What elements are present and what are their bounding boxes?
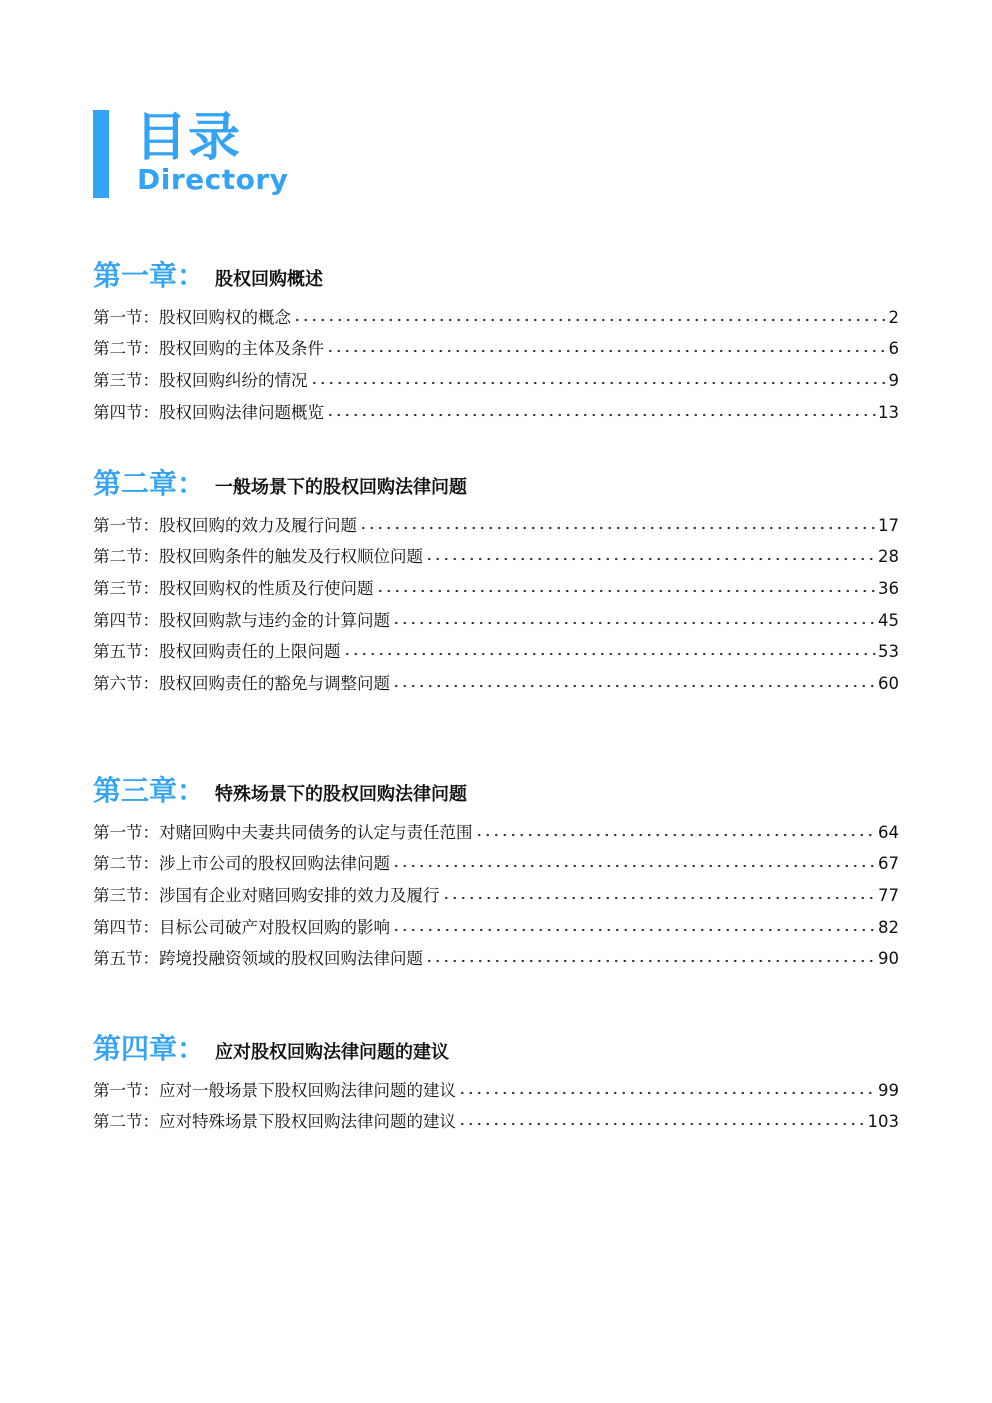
section-label: 第六节： <box>93 673 159 693</box>
chapter-heading <box>93 773 899 813</box>
section-list <box>93 510 899 700</box>
toc-entry[interactable] <box>93 1107 899 1139</box>
dot-leader <box>293 318 887 322</box>
section-label: 第二节： <box>93 1112 159 1132</box>
chapter-title[interactable]: 特殊场景下的股权回购法律问题 <box>215 784 468 805</box>
section-list <box>93 302 899 428</box>
toc-entry[interactable] <box>93 334 899 366</box>
page-number: 90 <box>878 949 899 969</box>
page-number: 77 <box>878 885 899 905</box>
section-label: 第五节： <box>93 642 159 662</box>
section-title: 股权回购责任的上限问题 <box>159 642 341 662</box>
chapter <box>93 773 899 975</box>
section-title: 股权回购款与违约金的计算问题 <box>159 610 390 630</box>
dot-leader <box>326 413 876 417</box>
chapter <box>93 1031 899 1138</box>
section-title: 涉国有企业对赌回购安排的效力及履行 <box>159 885 440 905</box>
chapter-label: 第二章： <box>93 467 206 500</box>
dot-leader <box>392 684 876 688</box>
toc-entry[interactable] <box>93 849 899 881</box>
toc-entry[interactable] <box>93 817 899 849</box>
section-label: 第一节： <box>93 822 159 842</box>
toc-entry[interactable] <box>93 880 899 912</box>
section-label: 第一节： <box>93 515 159 535</box>
section-title: 股权回购条件的触发及行权顺位问题 <box>159 547 423 567</box>
section-label: 第五节： <box>93 949 159 969</box>
section-title: 股权回购责任的豁免与调整问题 <box>159 673 390 693</box>
section-label: 第四节： <box>93 610 159 630</box>
section-title: 应对特殊场景下股权回购法律问题的建议 <box>159 1112 456 1132</box>
toc-entry[interactable] <box>93 397 899 429</box>
chapter-heading <box>93 1031 899 1071</box>
section-title: 股权回购权的概念 <box>159 307 291 327</box>
page-number: 28 <box>878 547 899 567</box>
toc-entry[interactable] <box>93 912 899 944</box>
toc-entry[interactable] <box>93 510 899 542</box>
section-title: 股权回购的主体及条件 <box>159 339 324 359</box>
page-number: 103 <box>867 1112 899 1132</box>
section-title: 涉上市公司的股权回购法律问题 <box>159 854 390 874</box>
dot-leader <box>425 557 876 561</box>
section-label: 第三节： <box>93 885 159 905</box>
section-label: 第一节： <box>93 1080 159 1100</box>
section-label: 第一节： <box>93 307 159 327</box>
toc-entry[interactable] <box>93 1075 899 1107</box>
section-label: 第四节： <box>93 402 159 422</box>
section-list <box>93 817 899 975</box>
chapter-title[interactable]: 应对股权回购法律问题的建议 <box>215 1042 450 1063</box>
page-number: 6 <box>888 339 899 359</box>
page-number: 64 <box>878 822 899 842</box>
page-number: 99 <box>878 1080 899 1100</box>
page-number: 13 <box>878 402 899 422</box>
section-title: 股权回购权的性质及行使问题 <box>159 578 374 598</box>
page-number: 36 <box>878 578 899 598</box>
page-title: 目录 <box>135 108 242 168</box>
page-number: 60 <box>878 673 899 693</box>
dot-leader <box>442 896 877 900</box>
title-accent-bar <box>93 110 109 198</box>
page-subtitle: Directory <box>137 163 289 196</box>
chapter-label: 第四章： <box>93 1032 206 1065</box>
section-title: 股权回购纠纷的情况 <box>159 370 308 390</box>
toc-entry[interactable] <box>93 302 899 334</box>
page-number: 82 <box>878 917 899 937</box>
page-number: 9 <box>888 370 899 390</box>
section-title: 目标公司破产对股权回购的影响 <box>159 917 390 937</box>
section-label: 第二节： <box>93 854 159 874</box>
toc-entry[interactable] <box>93 542 899 574</box>
dot-leader <box>392 864 876 868</box>
section-title: 股权回购法律问题概览 <box>159 402 324 422</box>
section-label: 第三节： <box>93 370 159 390</box>
dot-leader <box>458 1091 876 1095</box>
chapter <box>93 258 899 428</box>
dot-leader <box>376 589 877 593</box>
dot-leader <box>475 833 877 837</box>
chapter-heading <box>93 258 899 298</box>
section-label: 第四节： <box>93 917 159 937</box>
section-title: 跨境投融资领域的股权回购法律问题 <box>159 949 423 969</box>
chapter-heading <box>93 466 899 506</box>
toc-entry[interactable] <box>93 668 899 700</box>
section-title: 应对一般场景下股权回购法律问题的建议 <box>159 1080 456 1100</box>
toc-entry[interactable] <box>93 605 899 637</box>
toc-entry[interactable] <box>93 636 899 668</box>
chapter-title[interactable]: 股权回购概述 <box>215 269 324 290</box>
dot-leader <box>359 526 876 530</box>
section-label: 第三节： <box>93 578 159 598</box>
page-number: 45 <box>878 610 899 630</box>
section-label: 第二节： <box>93 339 159 359</box>
dot-leader <box>392 928 876 932</box>
section-list <box>93 1075 899 1138</box>
dot-leader <box>310 381 887 385</box>
toc-entry[interactable] <box>93 943 899 975</box>
toc-entry[interactable] <box>93 573 899 605</box>
dot-leader <box>458 1122 866 1126</box>
dot-leader <box>425 959 876 963</box>
toc-entry[interactable] <box>93 365 899 397</box>
chapter-title[interactable]: 一般场景下的股权回购法律问题 <box>215 477 468 498</box>
page-number: 67 <box>878 854 899 874</box>
page-number: 17 <box>878 515 899 535</box>
section-title: 股权回购的效力及履行问题 <box>159 515 357 535</box>
page-number: 53 <box>878 642 899 662</box>
section-label: 第二节： <box>93 547 159 567</box>
chapter-label: 第一章： <box>93 259 206 292</box>
dot-leader <box>343 652 877 656</box>
section-title: 对赌回购中夫妻共同债务的认定与责任范围 <box>159 822 473 842</box>
chapter <box>93 466 899 700</box>
page-number: 2 <box>888 307 899 327</box>
dot-leader <box>392 621 876 625</box>
chapter-label: 第三章： <box>93 774 206 807</box>
dot-leader <box>326 349 887 353</box>
